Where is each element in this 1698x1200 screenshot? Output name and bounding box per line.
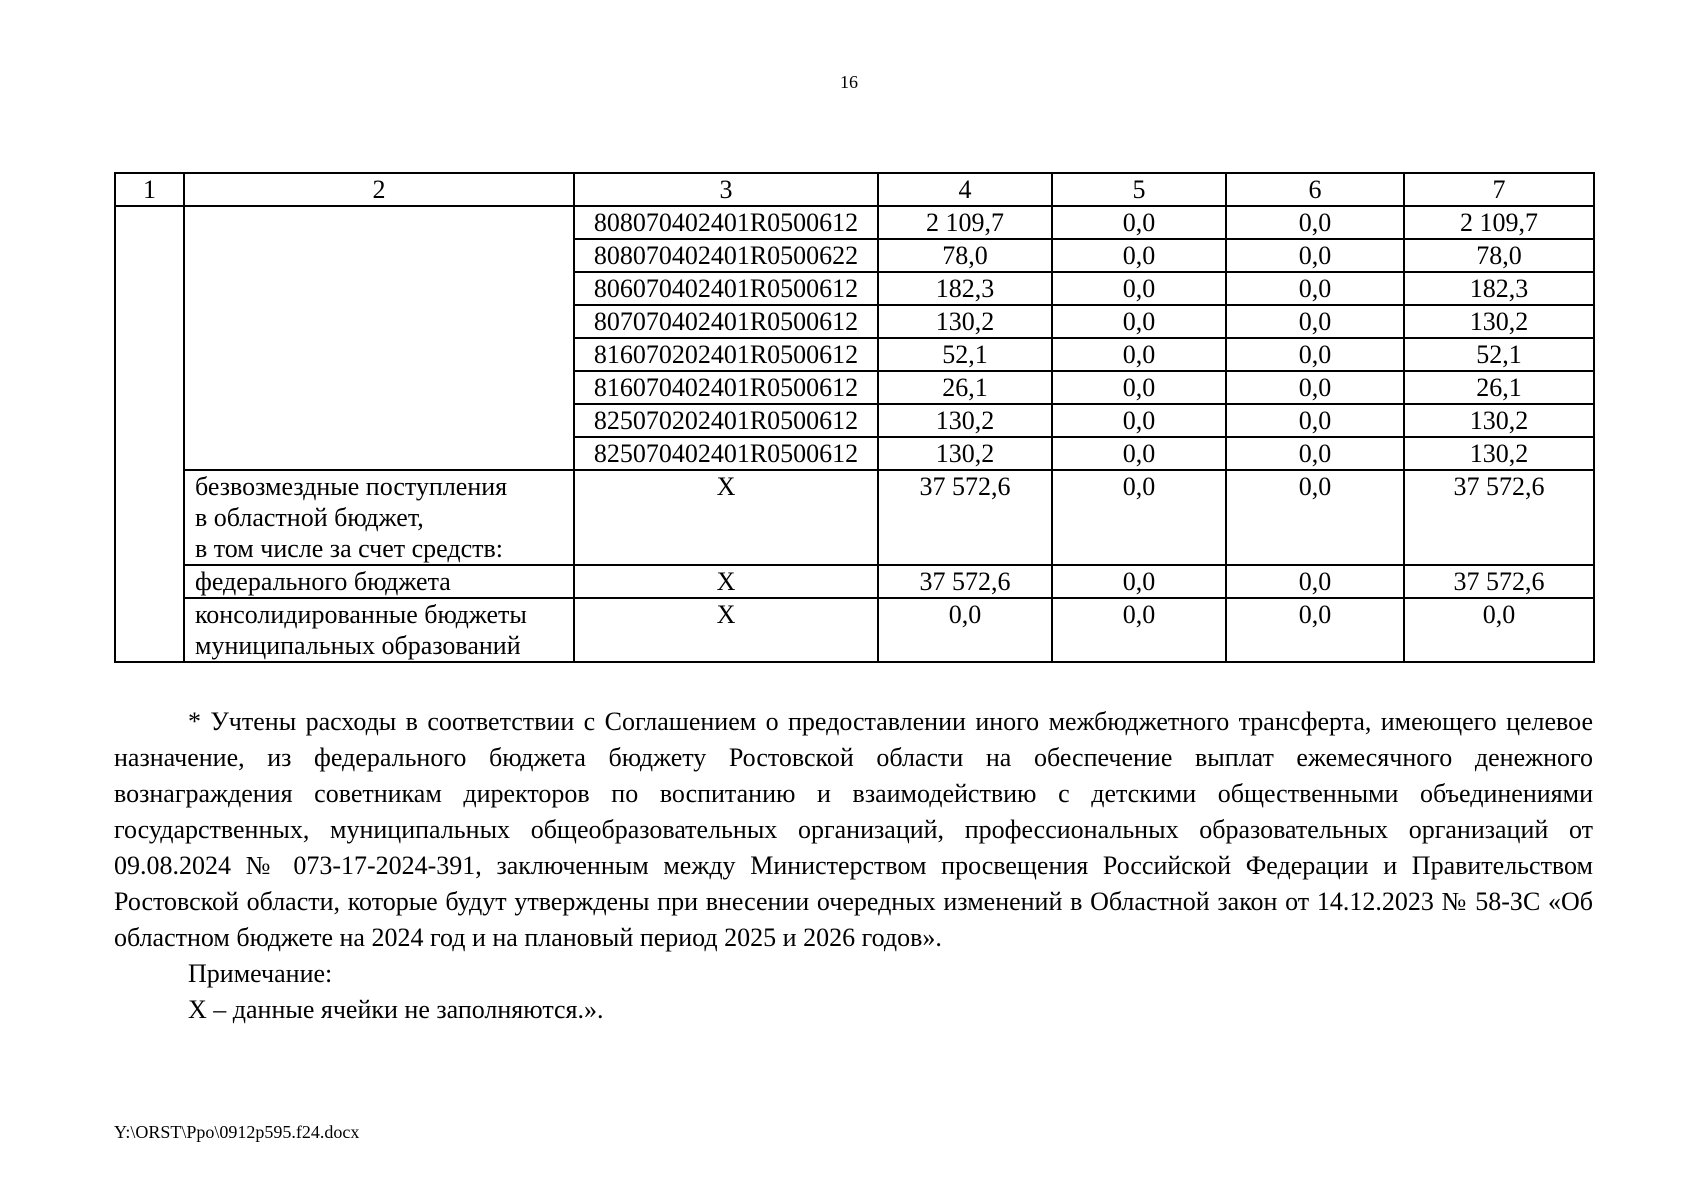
value-cell: 0,0 xyxy=(1052,437,1226,470)
value-cell: 0,0 xyxy=(1226,598,1404,662)
indicator-label-line: муниципальных образований xyxy=(195,631,521,660)
value-cell: 78,0 xyxy=(1404,239,1594,272)
code-cell: 806070402401R0500612 xyxy=(574,272,878,305)
code-cell: 808070402401R0500612 xyxy=(574,206,878,239)
indicator-label-line: в областной бюджет, xyxy=(195,503,424,532)
table-row xyxy=(115,470,1594,565)
indicator-label-line: в том числе за счет средств: xyxy=(195,534,503,563)
value-cell: 26,1 xyxy=(878,371,1052,404)
value-cell: 0,0 xyxy=(1052,598,1226,662)
table-row xyxy=(115,598,1594,662)
note-text: Х – данные ячейки не заполняются.». xyxy=(188,995,604,1024)
value-cell: 0,0 xyxy=(1226,371,1404,404)
value-cell: 0,0 xyxy=(1226,338,1404,371)
header-cell: 3 xyxy=(574,173,878,206)
header-cell: 4 xyxy=(878,173,1052,206)
value-cell: 26,1 xyxy=(1404,371,1594,404)
value-cell: 0,0 xyxy=(1052,470,1226,565)
value-cell: 130,2 xyxy=(1404,305,1594,338)
table-header-row xyxy=(115,173,1594,206)
code-cell: 807070402401R0500612 xyxy=(574,305,878,338)
code-cell: 825070202401R0500612 xyxy=(574,404,878,437)
table-row xyxy=(115,565,1594,598)
code-cell: X xyxy=(574,470,878,565)
indicator-label-line: безвозмездные поступления xyxy=(195,472,508,501)
header-cell: 7 xyxy=(1404,173,1594,206)
row-number-cell xyxy=(115,206,184,662)
code-cell: X xyxy=(574,565,878,598)
indicator-cell xyxy=(184,598,574,662)
value-cell: 0,0 xyxy=(1226,437,1404,470)
code-cell: 816070402401R0500612 xyxy=(574,371,878,404)
value-cell: 182,3 xyxy=(1404,272,1594,305)
code-cell: 825070402401R0500612 xyxy=(574,437,878,470)
value-cell: 2 109,7 xyxy=(878,206,1052,239)
value-cell: 37 572,6 xyxy=(1404,565,1594,598)
value-cell: 78,0 xyxy=(878,239,1052,272)
value-cell: 0,0 xyxy=(1226,206,1404,239)
code-cell: X xyxy=(574,598,878,662)
value-cell: 130,2 xyxy=(878,404,1052,437)
footnote-text: * Учтены расходы в соответствии с Соглашением о предоставлении иного межбюджетного трансферта, имеющего целевое назначение, из федерального бюджета бюджету Ростовской области на обеспечение выплат ежемесячного денежного вознаграждения советникам директоров по воспитанию и взаимодействию с детскими общественными объединениями государственных, муниципальных общеобразовательных организаций, профессиональных образовательных организаций от 09.08.2024 № 073-17-2024-391, заключенным между Министерством просвещения Российской Федерации и Правительством Ростовской области, которые будут утверждены при внесении очередных изменений в Областной закон от 14.12.2023 № 58-ЗС «Об областном бюджете на 2024 год и на плановый период 2025 и 2026 годов». xyxy=(114,707,1593,952)
budget-table xyxy=(114,172,1595,663)
header-cell: 1 xyxy=(115,173,184,206)
value-cell: 37 572,6 xyxy=(878,565,1052,598)
value-cell: 0,0 xyxy=(1226,470,1404,565)
value-cell: 0,0 xyxy=(1226,239,1404,272)
note-title: Примечание: xyxy=(188,959,333,988)
value-cell: 52,1 xyxy=(878,338,1052,371)
value-cell: 130,2 xyxy=(878,305,1052,338)
value-cell: 0,0 xyxy=(878,598,1052,662)
value-cell: 0,0 xyxy=(1052,338,1226,371)
value-cell: 0,0 xyxy=(1226,272,1404,305)
value-cell: 37 572,6 xyxy=(878,470,1052,565)
value-cell: 0,0 xyxy=(1052,371,1226,404)
value-cell: 0,0 xyxy=(1226,305,1404,338)
indicator-label-line: консолидированные бюджеты xyxy=(195,600,527,629)
header-cell: 6 xyxy=(1226,173,1404,206)
value-cell: 130,2 xyxy=(878,437,1052,470)
value-cell: 0,0 xyxy=(1226,404,1404,437)
value-cell: 52,1 xyxy=(1404,338,1594,371)
indicator-cell xyxy=(184,206,574,470)
value-cell: 130,2 xyxy=(1404,437,1594,470)
value-cell: 0,0 xyxy=(1226,565,1404,598)
file-path: Y:\ORST\Ppo\0912p595.f24.docx xyxy=(114,1122,360,1142)
header-cell: 5 xyxy=(1052,173,1226,206)
code-cell: 808070402401R0500622 xyxy=(574,239,878,272)
footnote xyxy=(114,704,1593,1028)
value-cell: 0,0 xyxy=(1052,305,1226,338)
value-cell: 182,3 xyxy=(878,272,1052,305)
value-cell: 0,0 xyxy=(1052,404,1226,437)
value-cell: 130,2 xyxy=(1404,404,1594,437)
indicator-cell xyxy=(184,470,574,565)
value-cell: 0,0 xyxy=(1052,206,1226,239)
value-cell: 0,0 xyxy=(1052,565,1226,598)
value-cell: 37 572,6 xyxy=(1404,470,1594,565)
indicator-label-line: федерального бюджета xyxy=(195,567,451,596)
value-cell: 2 109,7 xyxy=(1404,206,1594,239)
page-number: 16 xyxy=(840,72,858,92)
value-cell: 0,0 xyxy=(1052,239,1226,272)
indicator-cell xyxy=(184,565,574,598)
value-cell: 0,0 xyxy=(1052,272,1226,305)
value-cell: 0,0 xyxy=(1404,598,1594,662)
code-cell: 816070202401R0500612 xyxy=(574,338,878,371)
header-cell: 2 xyxy=(184,173,574,206)
table-row xyxy=(115,206,1594,239)
